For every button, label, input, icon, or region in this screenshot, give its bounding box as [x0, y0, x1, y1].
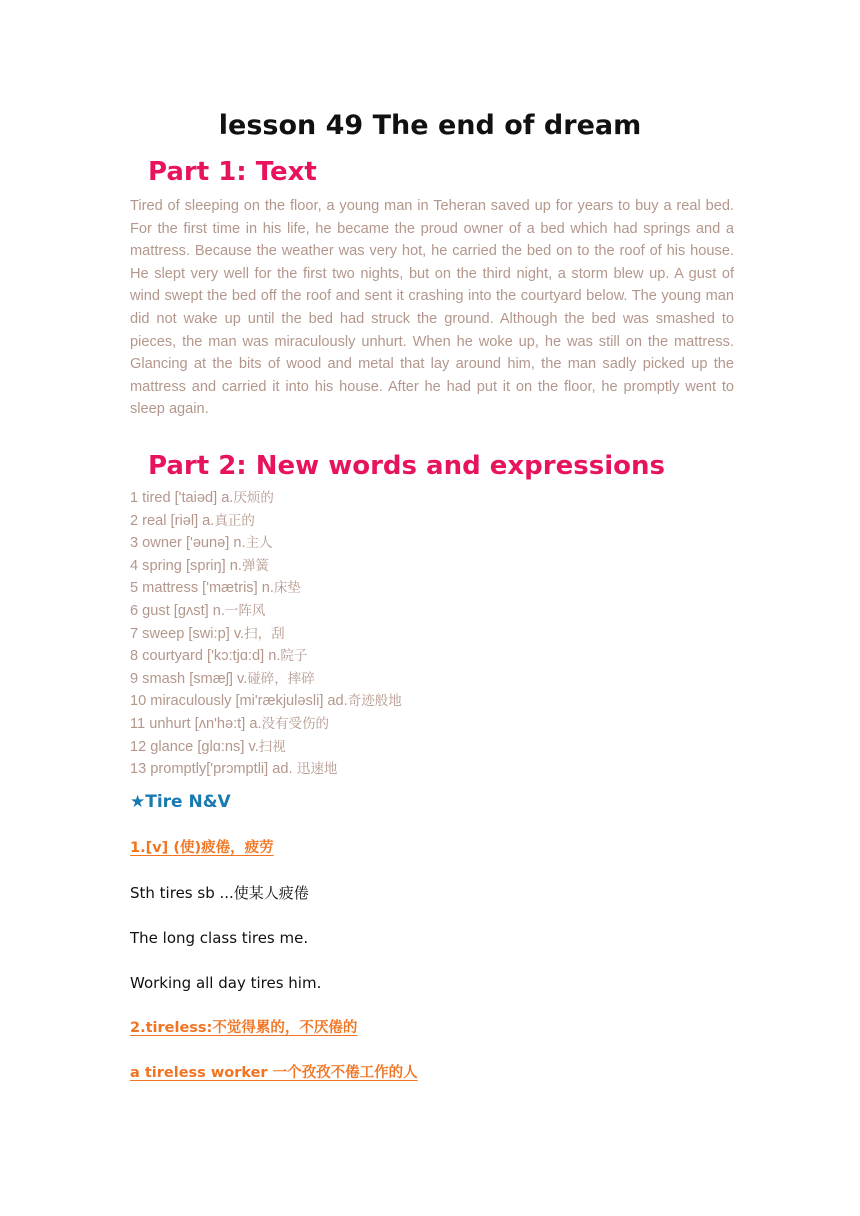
vocabulary-list — [130, 487, 402, 781]
tire-heading-label: Tire N&V — [145, 792, 231, 812]
vocab-chinese: 没有受伤的 — [261, 715, 330, 732]
vocab-english: 9 smash [smæʃ] v. — [130, 670, 248, 687]
part2-heading: Part 2: New words and expressions — [148, 451, 665, 481]
vocab-item — [130, 510, 402, 533]
tireless-definition: 2.tireless:不觉得累的，不厌倦的 — [130, 1020, 358, 1036]
vocab-english: 4 spring [spriŋ] n. — [130, 557, 242, 574]
vocab-chinese: 迅速地 — [292, 761, 338, 778]
vocab-chinese: 碰碎，摔碎 — [247, 670, 315, 687]
vocab-chinese: 一阵风 — [224, 602, 266, 619]
vocab-english: 1 tired ['taiəd] a. — [130, 490, 234, 506]
vocab-english: 12 glance [glɑ:ns] v. — [130, 738, 259, 755]
vocab-english: 10 miraculously [mi'rækjuləsli] ad. — [130, 693, 348, 710]
vocab-item — [130, 690, 402, 713]
vocab-chinese: 院子 — [280, 648, 308, 665]
vocab-chinese: 弹簧 — [241, 557, 269, 574]
vocab-english: 5 mattress ['mætris] n. — [130, 580, 274, 597]
vocab-item — [130, 532, 402, 555]
vocab-chinese: 真正的 — [214, 512, 255, 529]
tire-example-1: The long class tires me. — [130, 929, 309, 947]
lesson-text-paragraph: Tired of sleeping on the floor, a young man in Teheran saved up for years to buy a real bed. For the first time in his life, he became the proud owner of a bed which had springs and a mattress. Because the weather was very hot, he carried the bed on to the roof of his house. He slept very well for the first two nights, but on the third night, a storm blew up. A gust of wind swept the bed off the roof and sent it crashing into the courtyard below. The young man did not wake up until the bed had struck the ground. Although the bed was smashed to pieces, the man was miraculously unhurt. When he woke up, he was still on the mattress. Glancing at the bits of wood and metal that lay around him, the man sadly picked up the mattress and carried it into his house. After he had put it on the floor, he promptly went to sleep again. — [130, 198, 734, 418]
vocab-chinese: 扫，刮 — [244, 625, 285, 642]
tire-pattern: Sth tires sb ...使某人疲倦 — [130, 884, 309, 902]
vocab-item — [130, 758, 402, 781]
vocab-item — [130, 645, 402, 668]
vocab-item — [130, 668, 402, 691]
vocab-item — [130, 713, 402, 736]
vocab-english: 3 owner ['əunə] n. — [130, 535, 246, 552]
vocab-chinese: 扫视 — [258, 738, 286, 755]
vocab-english: 8 courtyard ['kɔ:tjɑ:d] n. — [130, 648, 281, 665]
vocab-item — [130, 555, 402, 578]
vocab-chinese: 床垫 — [273, 580, 301, 597]
vocab-english: 11 unhurt [ʌn'hə:t] a. — [130, 715, 262, 732]
tire-section-heading — [130, 789, 231, 815]
tire-sense-verb: 1.[v] (使)疲倦，疲劳 — [130, 840, 274, 856]
vocab-english: 2 real [riəl] a. — [130, 512, 215, 529]
lesson-title: lesson 49 The end of dream — [218, 110, 642, 141]
vocab-item — [130, 736, 402, 759]
vocab-chinese: 奇迹般地 — [347, 693, 402, 710]
star-icon: ★ — [130, 792, 146, 812]
vocab-english: 6 gust [gʌst] n. — [130, 602, 225, 619]
part1-heading: Part 1: Text — [148, 157, 317, 187]
tireless-phrase: a tireless worker 一个孜孜不倦工作的人 — [130, 1065, 418, 1081]
vocab-item — [130, 600, 402, 623]
vocab-chinese: 主人 — [245, 535, 273, 552]
vocab-item — [130, 623, 402, 646]
vocab-chinese: 厌烦的 — [233, 490, 274, 506]
vocab-item — [130, 487, 402, 510]
vocab-english: 7 sweep [swi:p] v. — [130, 625, 245, 642]
vocab-english: 13 promptly['prɔmptli] ad. — [130, 761, 293, 778]
tire-example-2: Working all day tires him. — [130, 974, 322, 992]
vocab-item — [130, 577, 402, 600]
